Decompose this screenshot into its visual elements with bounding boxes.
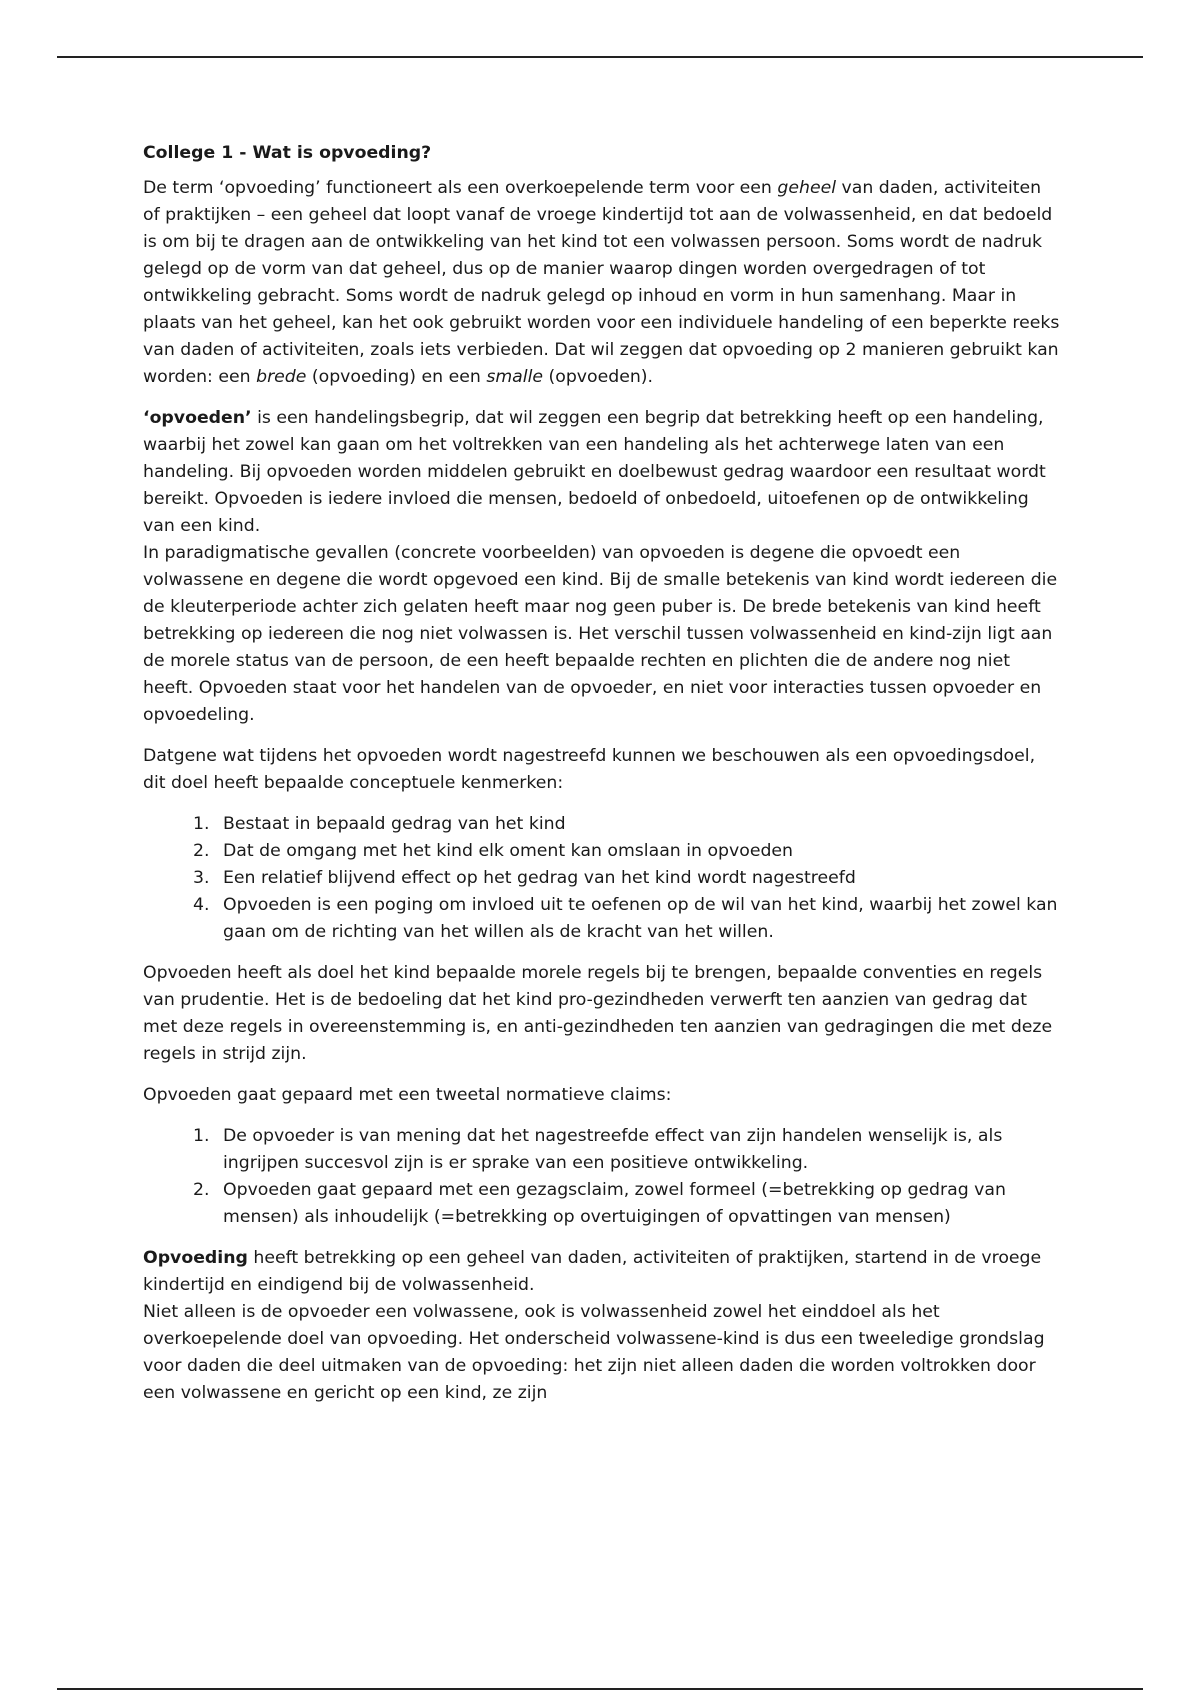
page-title: College 1 - Wat is opvoeding? <box>143 143 432 163</box>
list-item: 1. De opvoeder is van mening dat het nagestreefde effect van zijn handelen wenselijk is, als ingrijpen succesvol zijn is er sprake van een positieve ontwikkeling. <box>215 1123 1063 1177</box>
list-item: 2. Opvoeden gaat gepaard met een gezagsclaim, zowel formeel (=betrekking op gedrag van mensen) als inhoudelijk (=betrekking op overtuigingen of opvattingen van mensen) <box>215 1177 1063 1231</box>
paragraph-definition: De term ‘opvoeding’ functioneert als een overkoepelende term voor een geheel van daden, activiteiten of praktijken – een geheel dat loopt vanaf de vroege kindertijd tot aan de volwassenheid, en dat bedoeld is om bij te dragen aan de ontwikkeling van het kind tot een volwassen persoon. Soms wordt de nadruk gelegd op de vorm van dat geheel, dus op de manier waarop dingen worden overgedragen of tot ontwikkeling gebracht. Soms wordt de nadruk gelegd op inhoud en vorm in hun samenhang. Maar in plaats van het geheel, kan het ook gebruikt worden voor een individuele handeling of een beperkte reeks van daden of activiteiten, zoals iets verbieden. Dat wil zeggen dat opvoeding op 2 manieren gebruikt kan worden: een brede (opvoeding) en een smalle (opvoeden). <box>143 178 1060 387</box>
list-item: 2. Dat de omgang met het kind elk oment kan omslaan in opvoeden <box>215 838 1063 865</box>
paragraph-opvoeden: ‘opvoeden’ is een handelingsbegrip, dat wil zeggen een begrip dat betrekking heeft op een handeling, waarbij het zowel kan gaan om het voltrekken van een handeling als het achterwege laten van een handeling. Bij opvoeden worden middelen gebruikt en doelbewust gedrag waardoor een resultaat wordt bereikt. Opvoeden is iedere invloed die mensen, bedoeld of onbedoeld, uitoefenen op de ontwikkeling van een kind. In paradigmatische gevallen (concrete voorbeelden) van opvoeden is degene die opvoedt een volwassene en degene die wordt opgevoed een kind. Bij de smalle betekenis van kind wordt iedereen die de kleuterperiode achter zich gelaten heeft maar nog geen puber is. De brede betekenis van kind heeft betrekking op iedereen die nog niet volwassen is. Het verschil tussen volwassenheid en kind-zijn ligt aan de morele status van de persoon, de een heeft bepaalde rechten en plichten die de andere nog niet heeft. Opvoeden staat voor het handelen van de opvoeder, en niet voor interacties tussen opvoeder en opvoedeling. <box>143 408 1058 725</box>
list-item: 1. Bestaat in bepaald gedrag van het kind <box>215 811 1063 838</box>
list-claims <box>143 1123 1063 1231</box>
paragraph-opvoedingsdoel: Datgene wat tijdens het opvoeden wordt nagestreefd kunnen we beschouwen als een opvoedingsdoel, dit doel heeft bepaalde conceptuele kenmerken: <box>143 746 1036 793</box>
paragraph-morele-regels: Opvoeden heeft als doel het kind bepaalde morele regels bij te brengen, bepaalde conventies en regels van prudentie. Het is de bedoeling dat het kind pro-gezindheden verwerft ten aanzien van gedrag dat met deze regels in overeenstemming is, en anti-gezindheden ten aanzien van gedragingen die met deze regels in strijd zijn. <box>143 963 1053 1064</box>
list-kenmerken <box>143 811 1063 946</box>
header-rule <box>57 56 1143 58</box>
paragraph-opvoeding: Opvoeding heeft betrekking op een geheel van daden, activiteiten of praktijken, startend in de vroege kindertijd en eindigend bij de volwassenheid. Niet alleen is de opvoeder een volwassene, ook is volwassenheid zowel het einddoel als het overkoepelende doel van opvoeding. Het onderscheid volwassene-kind is dus een tweeledige grondslag voor daden die deel uitmaken van de opvoeding: het zijn niet alleen daden die worden voltrokken door een volwassene en gericht op een kind, ze zijn <box>143 1248 1045 1403</box>
paragraph-claims-intro: Opvoeden gaat gepaard met een tweetal normatieve claims: <box>143 1085 672 1105</box>
document-body <box>143 140 1063 1407</box>
list-item: 3. Een relatief blijvend effect op het gedrag van het kind wordt nagestreefd <box>215 865 1063 892</box>
footer-rule <box>57 1688 1143 1690</box>
list-item: 4. Opvoeden is een poging om invloed uit te oefenen op de wil van het kind, waarbij het zowel kan gaan om de richting van het willen als de kracht van het willen. <box>215 892 1063 946</box>
